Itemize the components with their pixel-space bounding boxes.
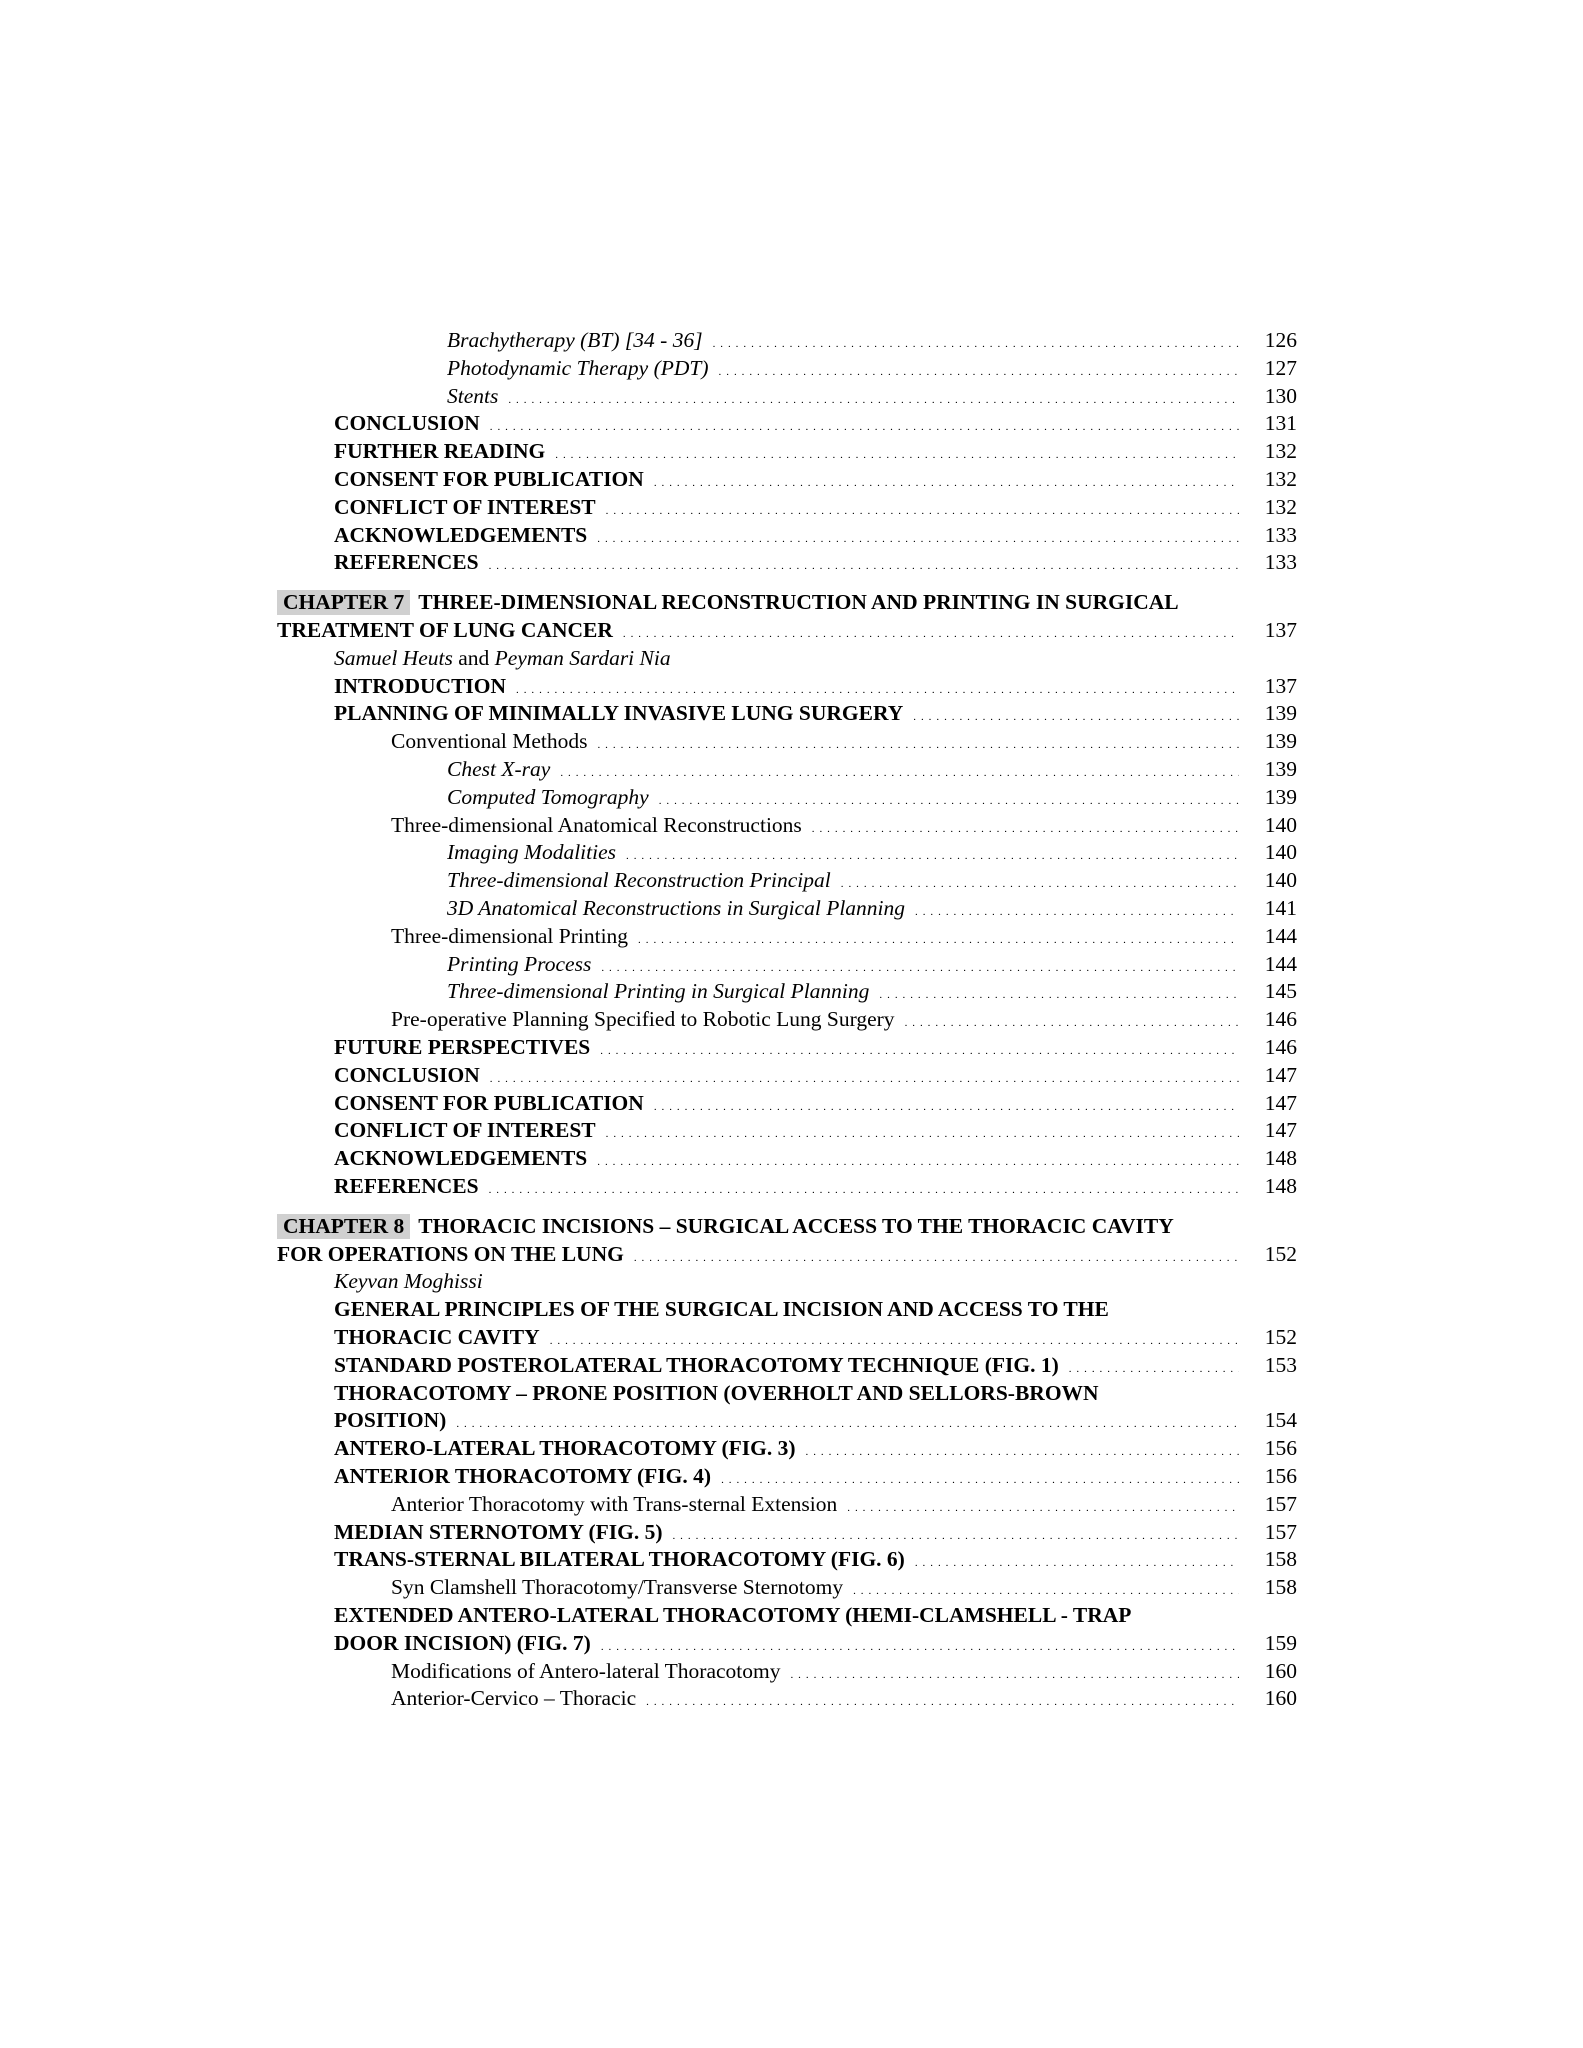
toc-entry[interactable] bbox=[334, 548, 1241, 580]
toc-line bbox=[0, 465, 1583, 493]
page-number: 148 bbox=[1264, 1146, 1297, 1171]
author-text: Keyvan Moghissi bbox=[334, 1269, 483, 1294]
dot-leader bbox=[646, 1684, 1239, 1716]
entry-title: DOOR INCISION) (FIG. 7) bbox=[334, 1630, 591, 1655]
toc-line bbox=[0, 1172, 1583, 1200]
toc-line bbox=[0, 1295, 1583, 1323]
entry-title: POSITION) bbox=[334, 1408, 447, 1433]
entry-title: INTRODUCTION bbox=[334, 673, 507, 698]
toc-line bbox=[0, 727, 1583, 755]
entry-title: Anterior-Cervico – Thoracic bbox=[391, 1686, 637, 1711]
page-number: 132 bbox=[1264, 494, 1297, 519]
page-number: 140 bbox=[1264, 868, 1297, 893]
toc-line bbox=[0, 950, 1583, 978]
page-number: 139 bbox=[1264, 701, 1297, 726]
page-number: 127 bbox=[1264, 355, 1297, 380]
chapter-authors bbox=[334, 644, 671, 672]
page-number: 152 bbox=[1264, 1325, 1297, 1349]
toc-line bbox=[0, 1545, 1583, 1573]
entry-title: CONSENT FOR PUBLICATION bbox=[334, 1090, 644, 1115]
entry-title: ANTERIOR THORACOTOMY (FIG. 4) bbox=[334, 1464, 712, 1488]
toc-line bbox=[0, 354, 1583, 382]
page-number: 137 bbox=[1264, 673, 1297, 698]
entry-title: REFERENCES bbox=[334, 1174, 479, 1198]
toc-line bbox=[0, 755, 1583, 783]
dot-leader bbox=[489, 548, 1239, 580]
page-number: 140 bbox=[1264, 812, 1297, 837]
toc-line bbox=[0, 1379, 1583, 1407]
toc-line bbox=[0, 1240, 1583, 1268]
page-number: 147 bbox=[1264, 1090, 1297, 1115]
chapter-title-line2: TREATMENT OF LUNG CANCER bbox=[277, 618, 613, 642]
toc-line bbox=[0, 1684, 1583, 1712]
toc-line bbox=[0, 1490, 1583, 1518]
entry-title: ACKNOWLEDGEMENTS bbox=[334, 522, 588, 547]
entry-title: Conventional Methods bbox=[391, 729, 588, 754]
toc-line bbox=[0, 616, 1583, 644]
page-number: 126 bbox=[1264, 328, 1297, 352]
entry-title: Three-dimensional Anatomical Reconstructions bbox=[391, 812, 802, 837]
toc-line bbox=[0, 1323, 1583, 1351]
entry-title: Chest X-ray bbox=[447, 757, 551, 781]
toc-line bbox=[0, 1144, 1583, 1172]
entry-title: Syn Clamshell Thoracotomy/Transverse Sternotomy bbox=[391, 1575, 844, 1600]
page-number: 141 bbox=[1264, 896, 1297, 920]
entry-title: CONCLUSION bbox=[334, 411, 480, 436]
toc-line bbox=[0, 1005, 1583, 1033]
page-number: 156 bbox=[1264, 1436, 1297, 1461]
page-number: 139 bbox=[1264, 784, 1297, 809]
toc-line bbox=[0, 521, 1583, 549]
entry-title: FUTURE PERSPECTIVES bbox=[334, 1035, 591, 1059]
chapter-title-line1: THORACIC INCISIONS – SURGICAL ACCESS TO THE THORACIC CAVITY bbox=[418, 1213, 1174, 1238]
toc-line bbox=[0, 382, 1583, 410]
page-number: 139 bbox=[1264, 729, 1297, 754]
dot-leader bbox=[489, 1172, 1239, 1204]
entry-title: Three-dimensional Printing bbox=[391, 923, 629, 948]
toc-entry[interactable] bbox=[391, 1684, 1241, 1716]
page-number: 133 bbox=[1264, 522, 1297, 547]
chapter-heading[interactable] bbox=[277, 588, 1179, 616]
entry-title: CONCLUSION bbox=[334, 1062, 480, 1087]
toc-line bbox=[0, 644, 1583, 672]
toc-line bbox=[0, 437, 1583, 465]
toc-line bbox=[0, 1462, 1583, 1490]
page-number: 157 bbox=[1264, 1519, 1297, 1544]
toc-line bbox=[0, 866, 1583, 894]
toc-line bbox=[0, 548, 1583, 576]
toc-line bbox=[0, 783, 1583, 811]
toc-line bbox=[0, 1406, 1583, 1434]
page-number: 154 bbox=[1264, 1408, 1297, 1433]
toc-line bbox=[0, 326, 1583, 354]
page-number: 152 bbox=[1264, 1241, 1297, 1266]
toc-line bbox=[0, 1657, 1583, 1685]
page-number: 147 bbox=[1264, 1118, 1297, 1143]
page-number: 146 bbox=[1264, 1007, 1297, 1032]
entry-title: Photodynamic Therapy (PDT) bbox=[447, 355, 709, 380]
toc-line bbox=[0, 1033, 1583, 1061]
page-number: 140 bbox=[1264, 840, 1297, 865]
toc-line bbox=[0, 1601, 1583, 1629]
entry-title: Three-dimensional Printing in Surgical Planning bbox=[447, 979, 870, 1004]
entry-title: THORACIC CAVITY bbox=[334, 1325, 540, 1349]
toc-line bbox=[0, 1351, 1583, 1379]
entry-title: Pre-operative Planning Specified to Robotic Lung Surgery bbox=[391, 1007, 895, 1032]
entry-title: Anterior Thoracotomy with Trans-sternal Extension bbox=[391, 1491, 838, 1516]
toc-line bbox=[0, 493, 1583, 521]
entry-title: Stents bbox=[447, 383, 499, 408]
page-number: 139 bbox=[1264, 757, 1297, 781]
toc-line bbox=[0, 1518, 1583, 1546]
entry-title: STANDARD POSTEROLATERAL THORACOTOMY TECHNIQUE (FIG. 1) bbox=[334, 1352, 1059, 1377]
toc-line bbox=[0, 672, 1583, 700]
page-number: 146 bbox=[1264, 1035, 1297, 1059]
entry-title: Computed Tomography bbox=[447, 784, 649, 809]
page-number: 158 bbox=[1264, 1575, 1297, 1600]
page-number: 145 bbox=[1264, 979, 1297, 1004]
author-text: Peyman Sardari Nia bbox=[494, 645, 671, 670]
entry-title: ACKNOWLEDGEMENTS bbox=[334, 1146, 588, 1171]
page-number: 147 bbox=[1264, 1062, 1297, 1087]
page-number: 159 bbox=[1264, 1630, 1297, 1655]
entry-title: FURTHER READING bbox=[334, 439, 546, 464]
page-number: 153 bbox=[1264, 1352, 1297, 1377]
entry-title: CONFLICT OF INTEREST bbox=[334, 494, 596, 519]
toc-line bbox=[0, 1212, 1583, 1240]
chapter-heading[interactable] bbox=[277, 1212, 1174, 1240]
chapter-title-line2: FOR OPERATIONS ON THE LUNG bbox=[277, 1241, 624, 1266]
toc-line bbox=[0, 894, 1583, 922]
author-text: and bbox=[452, 645, 495, 670]
entry-title: Brachytherapy (BT) [34 - 36] bbox=[447, 328, 703, 352]
toc-line bbox=[0, 1061, 1583, 1089]
page-number: 132 bbox=[1264, 467, 1297, 491]
entry-title: Three-dimensional Reconstruction Principal bbox=[447, 868, 831, 893]
toc-line bbox=[0, 977, 1583, 1005]
toc-entry[interactable] bbox=[334, 1172, 1241, 1204]
toc-line bbox=[0, 1089, 1583, 1117]
entry-title: TRANS-STERNAL BILATERAL THORACOTOMY (FIG. 6) bbox=[334, 1547, 905, 1572]
toc-line bbox=[0, 1116, 1583, 1144]
page-number: 131 bbox=[1264, 411, 1297, 436]
page-number: 130 bbox=[1264, 383, 1297, 408]
toc-line bbox=[0, 811, 1583, 839]
toc-line bbox=[0, 922, 1583, 950]
page-number: 160 bbox=[1264, 1686, 1297, 1711]
toc-line bbox=[0, 838, 1583, 866]
page-number: 133 bbox=[1264, 550, 1297, 575]
section-title-line1: EXTENDED ANTERO-LATERAL THORACOTOMY (HEMI-CLAMSHELL - TRAP bbox=[334, 1603, 1132, 1627]
page-number: 158 bbox=[1264, 1547, 1297, 1572]
author-text: Samuel Heuts bbox=[334, 645, 453, 670]
chapter-label: CHAPTER 7 bbox=[277, 590, 410, 615]
entry-title: CONFLICT OF INTEREST bbox=[334, 1118, 596, 1143]
entry-title: Modifications of Antero-lateral Thoracotomy bbox=[391, 1658, 781, 1683]
entry-title: Printing Process bbox=[447, 951, 592, 976]
section-title-line1: GENERAL PRINCIPLES OF THE SURGICAL INCISION AND ACCESS TO THE bbox=[334, 1297, 1109, 1322]
page-number: 157 bbox=[1264, 1491, 1297, 1516]
toc-line bbox=[0, 1573, 1583, 1601]
page-number: 144 bbox=[1264, 923, 1297, 948]
toc-line bbox=[0, 588, 1583, 616]
entry-title: Imaging Modalities bbox=[447, 840, 616, 865]
page-number: 137 bbox=[1264, 618, 1297, 642]
page-number: 148 bbox=[1264, 1174, 1297, 1198]
toc-line bbox=[0, 699, 1583, 727]
toc-line bbox=[0, 1267, 1583, 1295]
toc-line bbox=[0, 1434, 1583, 1462]
chapter-authors bbox=[334, 1267, 483, 1295]
page-number: 160 bbox=[1264, 1658, 1297, 1683]
entry-title: PLANNING OF MINIMALLY INVASIVE LUNG SURGERY bbox=[334, 701, 904, 726]
chapter-title-line1: THREE-DIMENSIONAL RECONSTRUCTION AND PRINTING IN SURGICAL bbox=[418, 590, 1179, 615]
entry-title: 3D Anatomical Reconstructions in Surgical Planning bbox=[447, 896, 906, 920]
entry-title: MEDIAN STERNOTOMY (FIG. 5) bbox=[334, 1519, 663, 1544]
toc-line bbox=[0, 409, 1583, 437]
entry-title: CONSENT FOR PUBLICATION bbox=[334, 467, 644, 491]
section-title-line1: THORACOTOMY – PRONE POSITION (OVERHOLT AND SELLORS-BROWN bbox=[334, 1380, 1099, 1405]
toc-line bbox=[0, 1629, 1583, 1657]
entry-title: REFERENCES bbox=[334, 550, 479, 575]
page-number: 144 bbox=[1264, 951, 1297, 976]
page-number: 156 bbox=[1264, 1464, 1297, 1488]
chapter-label: CHAPTER 8 bbox=[277, 1214, 410, 1239]
page-number: 132 bbox=[1264, 439, 1297, 464]
entry-title: ANTERO-LATERAL THORACOTOMY (FIG. 3) bbox=[334, 1436, 796, 1461]
